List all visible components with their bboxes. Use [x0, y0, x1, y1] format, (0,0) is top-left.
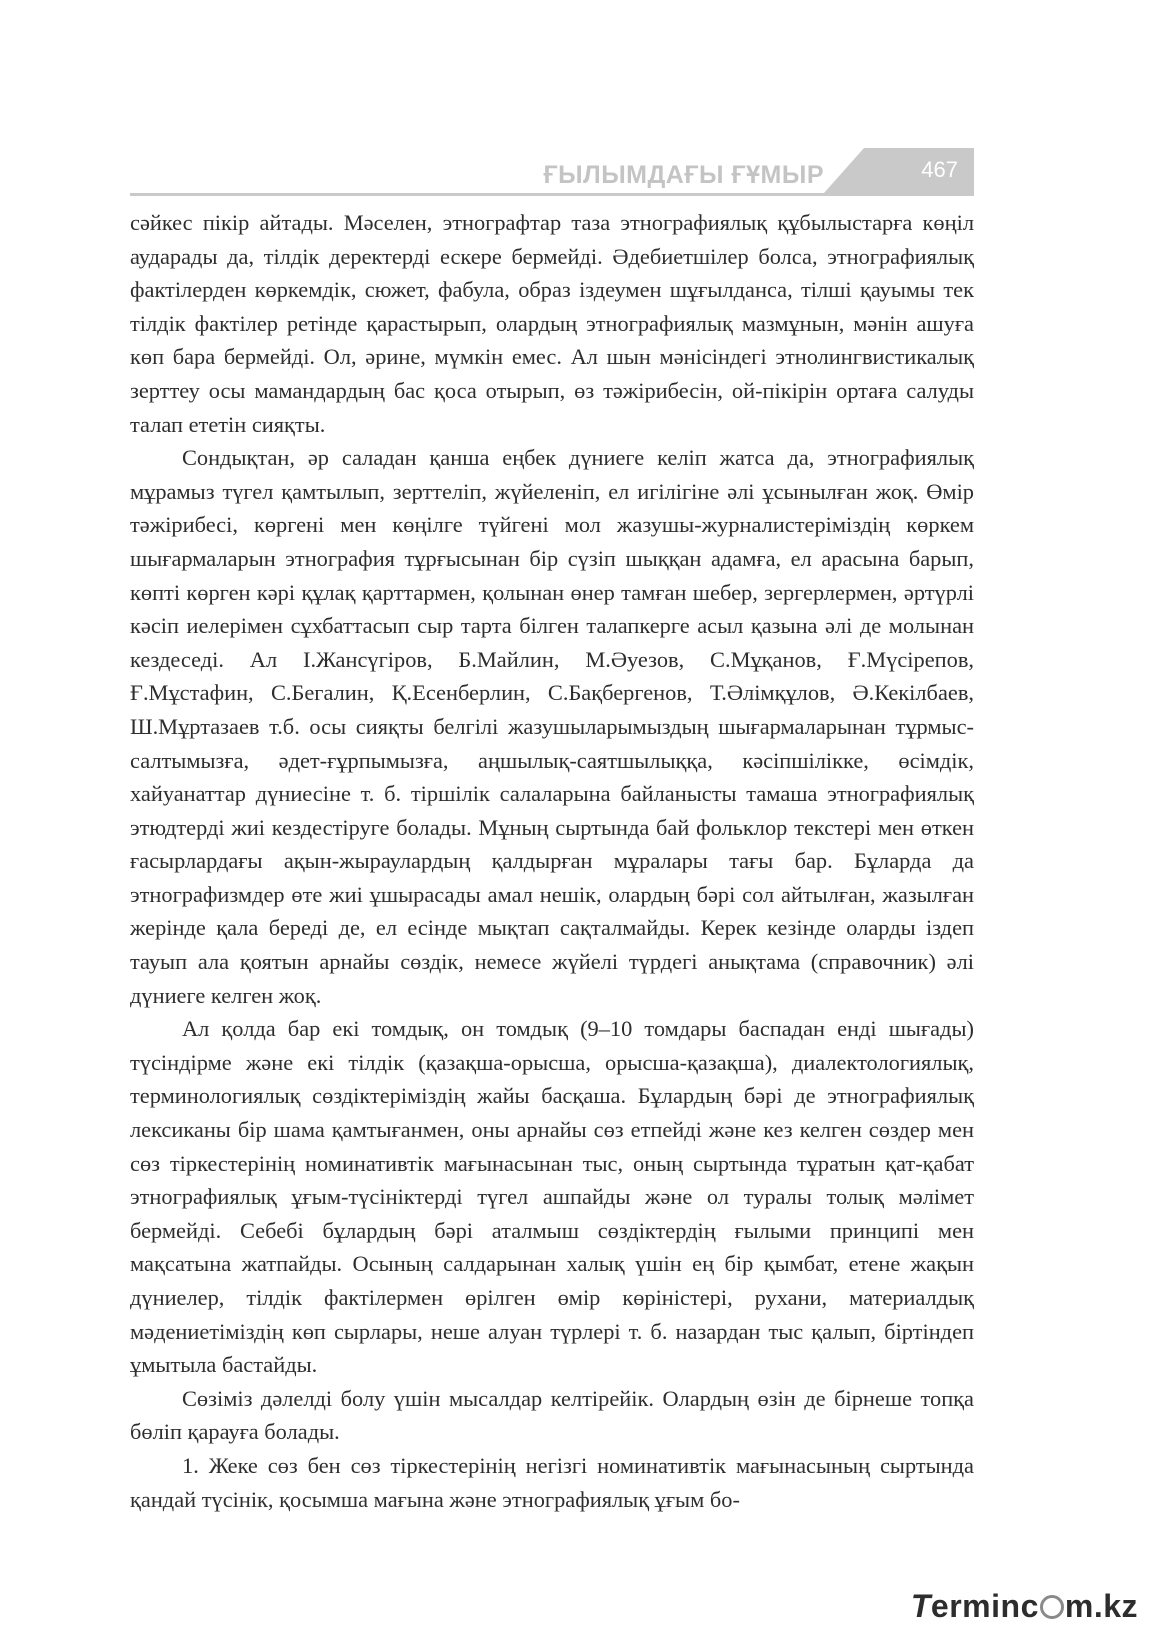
- logo-t-letter: T: [910, 1588, 931, 1624]
- paragraph: Сөзіміз дәлелді болу үшін мысалдар келтірейік. Олардың өзін де бірнеше топқа бөліп қарауға болады.: [130, 1385, 974, 1445]
- header-rule: [130, 193, 974, 196]
- paragraph: Ал қолда бар екі томдық, он томдық (9–10 томдары баспадан енді шығады) түсіндірме және екі тілдік (қазақша-орысша, орысша-қазақша), диалектологиялық, терминологиялық сөздіктеріміздің жайы басқаша. Бұлардың бәрі де этнографиялық лексиканы бір шама қамтығанмен, оны арнайы сөз етпейді және кез келген сөздер мен сөз тіркестерінің номинативтік мағынасынан тыс, оның сыртында тұратын қат-қабат этнографиялық ұғым-түсініктерді түгел ашпайды және ол туралы толық мәлімет бермейді. Себебі бұлардың бәрі аталмыш сөздіктердің ғылыми принципі мен мақсатына жатпайды. Осының салдарынан халық үшін ең бір қымбат, етене жақын дүниелер, тілдік фактілермен өрілген өмір көріністері, рухани, материалдық мәдениетіміздің көп сырлары, неше алуан түрлері т. б. назардан тыс қалып, біртіндеп ұмытыла бастайды.: [130, 1016, 974, 1378]
- running-header: [130, 148, 974, 196]
- logo-text-part: ermin: [930, 1588, 1021, 1624]
- paragraph: Сондықтан, әр саладан қанша еңбек дүниеге келіп жатса да, этнографиялық мұрамыз түгел қамтылып, зерттеліп, жүйеленіп, ел игілігіне әлі ұсынылған жоқ. Өмір тәжірибесі, көргені мен көңілге түйгені мол жазушы-журналистеріміздің көркем шығармаларын этнография тұрғысынан бір сүзіп шыққан адамға, ел арасына барып, көпті көрген кәрі құлақ қарттармен, қолынан өнер тамған шебер, зергерлермен, әртүрлі кәсіп иелерімен сұхбаттасып сыр тарта білген талапкерге асыл қазына әлі де молынан кездеседі. Ал І.Жансүгіров, Б.Майлин, М.Әуезов, С.Мұқанов, Ғ.Мүсірепов, Ғ.Мұстафин, С.Бегалин, Қ.Есенберлин, С.Бақбергенов, Т.Әлімқұлов, Ә.Кекілбаев, Ш.Мұртазаев т.б. осы сияқты белгілі жазушыларымыздың шығармаларынан тұрмыс-салтымызға, әдет-ғұрпымызға, аңшылық-саятшылыққа, кәсіпшілікке, өсімдік, хайуанаттар дүниесіне т. б. тіршілік салаларына байланысты тамаша этнографиялық этюдтерді жиі кездестіруге болады. Мұның сыртында бай фольклор текстері мен өткен ғасырлардағы ақын-жыраулардың қалдырған мұралары тағы бар. Бұларда да этнографизмдер өте жиі ұшырасады амал нешік, олардың бәрі сол айтылған, жазылған жерінде қала береді де, ел есінде мықтап сақталмайды. Керек кезінде оларды іздеп тауып ала қоятын арнайы сөздік, немесе жүйелі түрдегі анықтама (справочник) әлі дүниеге келген жоқ.: [130, 445, 974, 1008]
- page-number-tab: [824, 148, 974, 193]
- section-title: ҒЫЛЫМДАҒЫ ҒҰМЫР: [543, 161, 824, 189]
- logo-c-letter: c: [1020, 1588, 1039, 1624]
- page-body: [130, 206, 974, 1516]
- paragraph: 1. Жеке сөз бен сөз тіркестерінің негізгі номинативтік мағынасының сыртында қандай түсінік, қосымша мағына және этнографиялық ұғым бо-: [130, 1452, 974, 1512]
- page-number: 467: [921, 157, 958, 182]
- logo-domain: m.kz: [1064, 1588, 1138, 1624]
- magnifier-icon: [1040, 1595, 1064, 1619]
- paragraph: сәйкес пікір айтады. Мәселен, этнографтар таза этнографиялық құбылыстарға көңіл аударады да, тілдік деректерді ескере бермейді. Әдебиетшілер болса, этнографиялық фактілерден көркемдік, сюжет, фабула, образ іздеумен шұғылданса, тілші қауымы тек тілдік фактілер ретінде қарастырып, олардың этнографиялық мазмұнын, мәнін ашуға көп бара бермейді. Ол, әрине, мүмкін емес. Ал шын мәнісіндегі этнолингвистикалық зерттеу осы мамандардың бас қоса отырып, өз тәжірибесін, ой-пікірін ортаға салуды талап ететін сияқты.: [130, 210, 974, 437]
- termincom-logo: [911, 1588, 1138, 1625]
